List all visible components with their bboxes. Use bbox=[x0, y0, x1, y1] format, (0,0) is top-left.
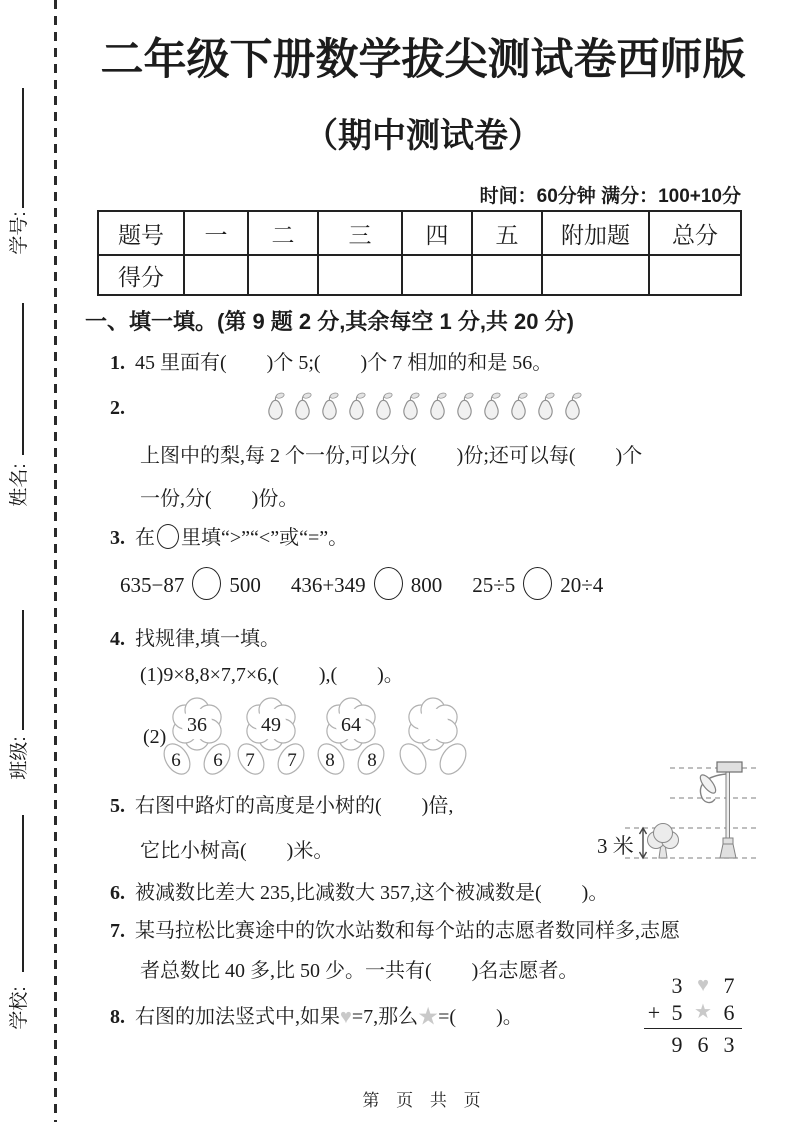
student-id-label: 学号: bbox=[9, 211, 30, 255]
question-6-number: 6. bbox=[110, 882, 125, 904]
score-table-score-row bbox=[98, 255, 741, 295]
question-5 bbox=[110, 793, 453, 820]
question-7-line1: 某马拉松比赛途中的饮水站数和每个站的志愿者数同样多,志愿 bbox=[135, 920, 680, 942]
question-4-sub1: (1)9×8,8×7,7×6,( ),( )。 bbox=[140, 664, 404, 686]
street-lamp-icon bbox=[698, 762, 742, 858]
svg-text:6: 6 bbox=[171, 750, 181, 771]
flower-icon bbox=[158, 696, 236, 782]
pear-icon bbox=[451, 391, 478, 424]
heart-icon: ♥ bbox=[340, 1006, 352, 1028]
score-empty-cell bbox=[472, 255, 542, 295]
score-table-header-row bbox=[98, 211, 741, 255]
score-table-header-cell: 总分 bbox=[649, 211, 741, 255]
score-row-label-cell: 得分 bbox=[98, 255, 184, 295]
svg-text:8: 8 bbox=[367, 750, 377, 771]
svg-text:49: 49 bbox=[261, 714, 281, 736]
pear-icon bbox=[478, 391, 505, 424]
svg-text:7: 7 bbox=[287, 750, 297, 771]
addition-digit: 5 bbox=[671, 1000, 683, 1025]
score-table-corner-cell: 题号 bbox=[98, 211, 184, 255]
q3-expression-right: 800 bbox=[410, 573, 443, 597]
question-5-number: 5. bbox=[110, 795, 125, 817]
score-empty-cell bbox=[248, 255, 318, 295]
seal-dashed-line bbox=[54, 0, 57, 1122]
question-8-text-3: =( )。 bbox=[438, 1006, 523, 1028]
q3-expression-left: 436+349 bbox=[290, 573, 366, 597]
flower-leaf-group bbox=[232, 696, 310, 782]
question-7 bbox=[110, 918, 680, 945]
pear-icon bbox=[424, 391, 451, 424]
question-3 bbox=[110, 524, 348, 552]
name-blank-line bbox=[22, 303, 24, 455]
pear-icon bbox=[397, 391, 424, 424]
question-8-text-2: =7,那么 bbox=[351, 1006, 419, 1028]
pear-icon bbox=[262, 391, 289, 424]
time-and-score-info: 时间：60分钟 满分：100+10分 bbox=[479, 186, 741, 207]
addition-sum-line bbox=[644, 1028, 742, 1029]
student-id-blank-line bbox=[22, 88, 24, 208]
question-8-number: 8. bbox=[110, 1006, 125, 1028]
addition-digit: 3 bbox=[723, 1032, 735, 1057]
q3-expression-right: 20÷4 bbox=[560, 573, 604, 597]
question-5-line2: 它比小树高( )米。 bbox=[140, 840, 334, 862]
svg-text:8: 8 bbox=[325, 750, 335, 771]
flower-leaf-group bbox=[312, 696, 390, 782]
tree-icon bbox=[648, 824, 679, 859]
tree-height-label: 3 米 bbox=[597, 834, 634, 858]
name-label: 姓名: bbox=[9, 463, 30, 507]
q3-expression-right: 500 bbox=[229, 573, 261, 597]
question-1-text: 45 里面有( )个 5;( )个 7 相加的和是 56。 bbox=[135, 352, 553, 374]
question-2-number: 2. bbox=[110, 397, 125, 419]
q3-expression-left: 635−87 bbox=[120, 573, 185, 597]
q3-expression bbox=[120, 567, 261, 600]
question-3-text-before: 在 bbox=[135, 527, 155, 549]
addition-digit: 3 bbox=[671, 973, 683, 998]
height-arrow bbox=[640, 828, 647, 858]
question-7-line2: 者总数比 40 多,比 50 少。一共有( )名志愿者。 bbox=[140, 960, 579, 982]
question-4-sub2-label: (2) bbox=[143, 726, 167, 748]
pear-icon bbox=[559, 391, 586, 424]
svg-text:6: 6 bbox=[213, 750, 223, 771]
flower-icon bbox=[312, 696, 390, 782]
question-3-text-after: 里填“>”“<”或“=”。 bbox=[181, 527, 349, 549]
addition-digit: 6 bbox=[697, 1032, 709, 1057]
addition-digit: 6 bbox=[723, 1000, 735, 1025]
score-empty-cell bbox=[184, 255, 248, 295]
plus-sign: + bbox=[647, 1000, 661, 1025]
score-table bbox=[97, 210, 742, 296]
pear-icon bbox=[316, 391, 343, 424]
question-4-text: 找规律,填一填。 bbox=[135, 628, 280, 650]
school-blank-line bbox=[22, 815, 24, 972]
question-8-text-1: 右图的加法竖式中,如果 bbox=[135, 1006, 340, 1028]
flower-leaf-group bbox=[158, 696, 236, 782]
flower-leaf-group bbox=[394, 696, 472, 782]
section-one-heading: 一、填一填。(第 9 题 2 分,其余每空 1 分,共 20 分) bbox=[85, 309, 574, 334]
dashed-guide-lines bbox=[625, 768, 758, 858]
score-table-header-cell: 五 bbox=[472, 211, 542, 255]
question-4-number: 4. bbox=[110, 628, 125, 650]
question-1 bbox=[110, 350, 552, 377]
addition-spacer bbox=[644, 1031, 664, 1058]
svg-text:7: 7 bbox=[245, 750, 255, 771]
question-6 bbox=[110, 880, 608, 907]
q3-expression bbox=[472, 567, 603, 600]
school-label: 学校: bbox=[9, 986, 30, 1030]
flower-icon bbox=[232, 696, 310, 782]
star-icon: ★ bbox=[694, 1001, 712, 1023]
score-empty-cell bbox=[402, 255, 472, 295]
page-footer: 第 页 共 页 bbox=[362, 1091, 481, 1110]
question-2-line2: 一份,分( )份。 bbox=[140, 488, 299, 510]
pear-icon bbox=[343, 391, 370, 424]
pear-icon bbox=[370, 391, 397, 424]
addition-spacer bbox=[644, 972, 664, 999]
pear-icon bbox=[289, 391, 316, 424]
q3-expression bbox=[291, 567, 442, 600]
class-label: 班级: bbox=[9, 736, 30, 780]
score-empty-cell bbox=[318, 255, 402, 295]
score-table-header-cell: 二 bbox=[248, 211, 318, 255]
score-table-header-cell: 四 bbox=[402, 211, 472, 255]
svg-text:36: 36 bbox=[187, 714, 207, 736]
q3-expression-left: 25÷5 bbox=[472, 573, 516, 597]
heart-icon: ♥ bbox=[697, 974, 709, 996]
question-1-number: 1. bbox=[110, 352, 125, 374]
pear-row bbox=[262, 391, 586, 424]
comparison-circle-blank bbox=[374, 567, 403, 600]
comparison-circle-blank bbox=[523, 567, 552, 600]
flower-icon bbox=[394, 696, 472, 782]
addition-digit: 9 bbox=[671, 1032, 683, 1057]
question-2 bbox=[110, 395, 135, 422]
score-table-header-cell: 附加题 bbox=[542, 211, 649, 255]
question-6-text: 被减数比差大 235,比减数大 357,这个被减数是( )。 bbox=[135, 882, 609, 904]
question-7-number: 7. bbox=[110, 920, 125, 942]
question-3-number: 3. bbox=[110, 527, 125, 549]
question-3-expressions bbox=[120, 567, 603, 600]
score-table-header-cell: 一 bbox=[184, 211, 248, 255]
svg-text:64: 64 bbox=[341, 714, 361, 736]
score-empty-cell bbox=[542, 255, 649, 295]
question-5-line1: 右图中路灯的高度是小树的( )倍, bbox=[135, 795, 454, 817]
inline-circle-blank bbox=[157, 524, 179, 549]
paper-title: 二年级下册数学拔尖测试卷西师版 bbox=[100, 36, 746, 84]
star-icon: ★ bbox=[418, 1006, 439, 1028]
score-table-header-cell: 三 bbox=[318, 211, 402, 255]
score-empty-cell bbox=[649, 255, 741, 295]
question-8 bbox=[110, 1004, 523, 1031]
pear-icon bbox=[505, 391, 532, 424]
addition-digit: 7 bbox=[723, 973, 735, 998]
comparison-circle-blank bbox=[192, 567, 221, 600]
lamp-tree-figure bbox=[595, 750, 765, 875]
question-2-line1: 上图中的梨,每 2 个一份,可以分( )份;还可以每( )个 bbox=[140, 445, 643, 467]
paper-subtitle: （期中测试卷） bbox=[304, 117, 542, 155]
question-4 bbox=[110, 626, 280, 653]
vertical-addition-figure bbox=[644, 972, 742, 1058]
pear-icon bbox=[532, 391, 559, 424]
